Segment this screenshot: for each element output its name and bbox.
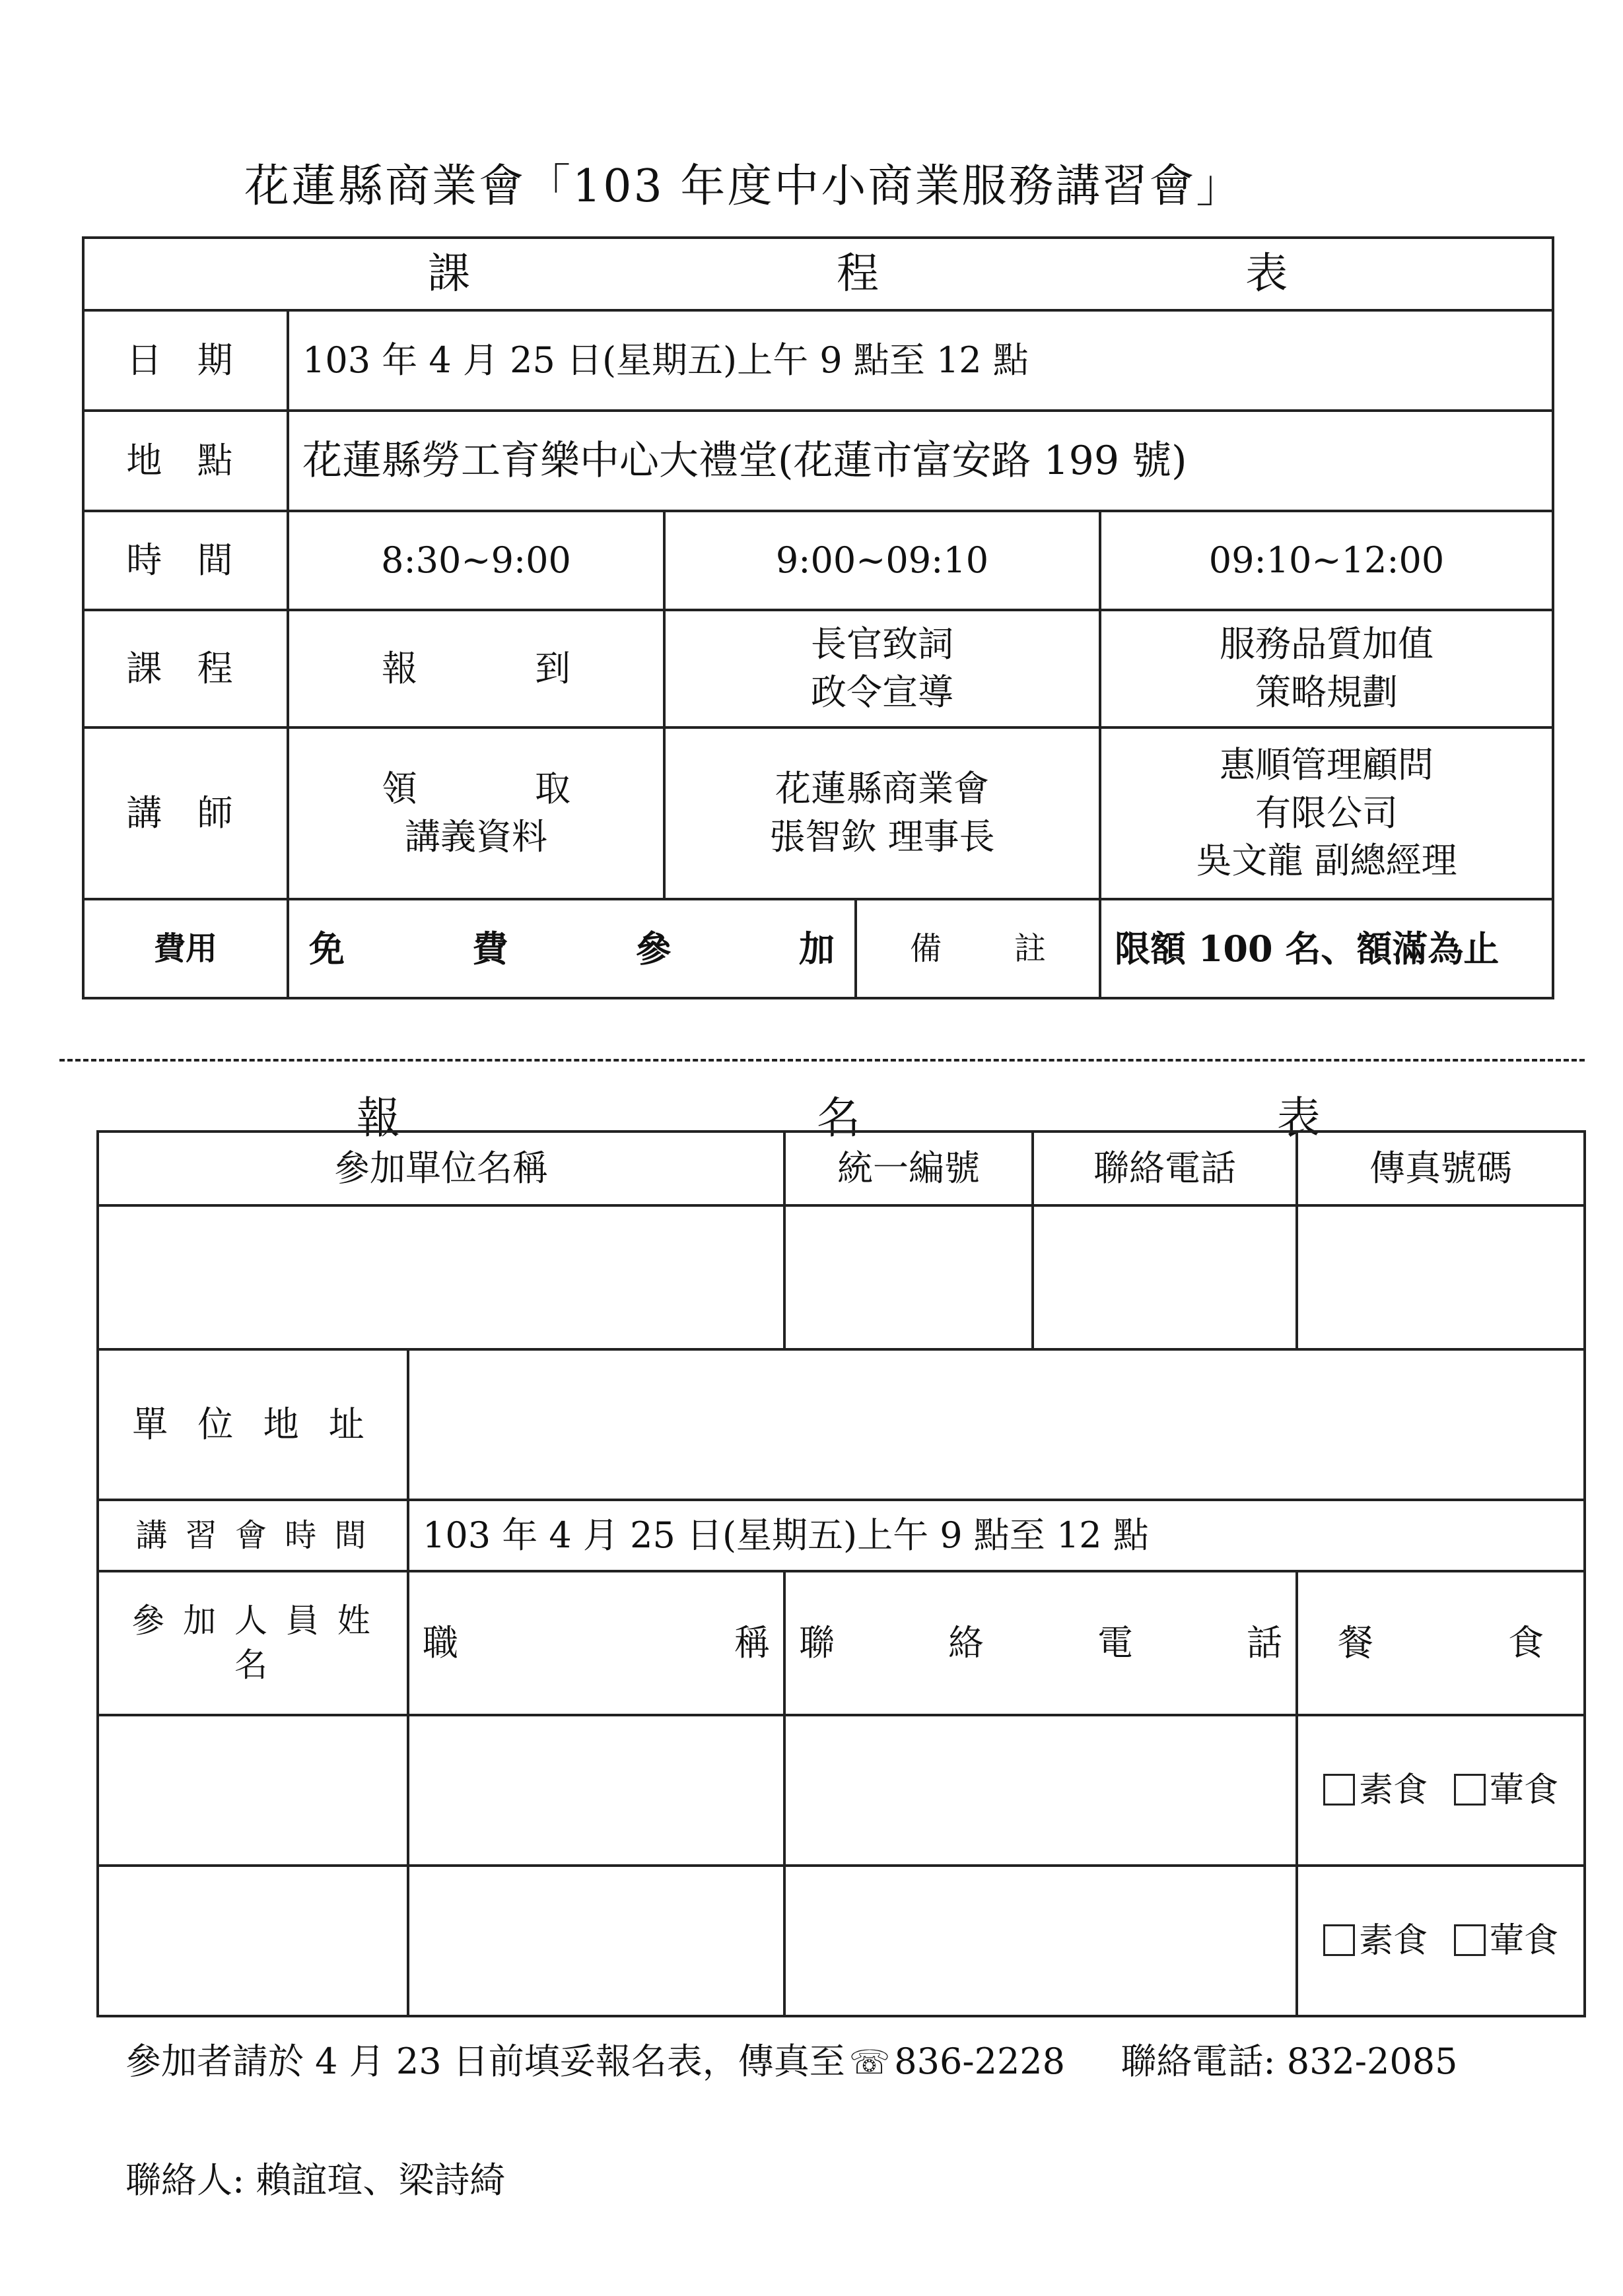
address-field[interactable] [408,1349,1585,1500]
fax-instruction: 參加者請於 4 月 23 日前填妥報名表，傳真至 ☏ 836-2228 聯絡電話: 832-2085 [125,2041,1458,2082]
org-name-field[interactable] [98,1205,784,1349]
note-label: 備 註 [856,899,1100,998]
contact-phone-label: 聯 絡 電 話 [784,1571,1297,1715]
meat-option[interactable]: 葷食 [1454,1767,1558,1813]
time-slot-3: 09:10~12:00 [1100,511,1553,610]
fax-header: 傳真號碼 [1297,1131,1585,1205]
schedule-heading: 課 程 表 [83,238,1553,310]
place-value: 花蓮縣勞工育樂中心大禮堂(花蓮市富安路 199 號) [288,411,1553,511]
note-value: 限額 100 名、額滿為止 [1100,899,1553,998]
course-checkin: 報 到 [288,610,664,727]
time-slot-1: 8:30~9:00 [288,511,664,610]
meat-option[interactable]: 葷食 [1454,1918,1558,1964]
org-name-header: 參加單位名稱 [98,1131,784,1205]
meal-choice [1297,1866,1585,2016]
telephone-icon: ☏ [848,2043,891,2081]
registration-table [96,1130,1586,2017]
phone-header: 聯絡電話 [1033,1131,1297,1205]
course-main: 服務品質加值 策略規劃 [1100,610,1553,727]
checkbox-icon[interactable] [1454,1774,1486,1806]
page-title: 花蓮縣商業會「103 年度中小商業服務講習會」 [244,160,1243,213]
contact-phone-field[interactable] [784,1715,1297,1866]
fax-field[interactable] [1297,1205,1585,1349]
phone-field[interactable] [1033,1205,1297,1349]
tax-id-field[interactable] [784,1205,1033,1349]
checkbox-icon[interactable] [1323,1924,1355,1956]
cut-line-divider [59,1059,1585,1062]
session-time-label: 講 習 會 時 間 [98,1500,408,1571]
job-title-label: 職 稱 [408,1571,784,1715]
attendee-name-field[interactable] [98,1715,408,1866]
place-label: 地 點 [83,411,288,511]
vegetarian-option[interactable]: 素食 [1323,1767,1428,1813]
checkbox-icon[interactable] [1323,1774,1355,1806]
meal-label: 餐 食 [1297,1571,1585,1715]
checkbox-icon[interactable] [1454,1924,1486,1956]
contact-phone-field[interactable] [784,1866,1297,2016]
course-opening: 長官致詞 政令宣導 [664,610,1100,727]
session-time-value: 103 年 4 月 25 日(星期五)上午 9 點至 12 點 [408,1500,1585,1571]
vegetarian-option[interactable]: 素食 [1323,1918,1428,1964]
attendee-name-label: 參 加 人 員 姓 名 [98,1571,408,1715]
job-title-field[interactable] [408,1866,784,2016]
course-label: 課 程 [83,610,288,727]
registration-heading: 報 名 表 [357,1093,1321,1143]
speaker-handout: 領 取 講義資料 [288,727,664,899]
time-slot-2: 9:00~09:10 [664,511,1100,610]
address-label: 單 位 地 址 [98,1349,408,1500]
attendee-name-field[interactable] [98,1866,408,2016]
time-label: 時 間 [83,511,288,610]
fee-label: 費用 [83,899,288,998]
job-title-field[interactable] [408,1715,784,1866]
tax-id-header: 統一編號 [784,1131,1033,1205]
speaker-label: 講 師 [83,727,288,899]
fee-value: 免 費 參 加 [288,899,856,998]
contact-persons: 聯絡人: 賴誼瑄、梁詩綺 [125,2159,506,2201]
date-value: 103 年 4 月 25 日(星期五)上午 9 點至 12 點 [288,310,1553,411]
meal-choice [1297,1715,1585,1866]
date-label: 日 期 [83,310,288,411]
speaker-consultant: 惠順管理顧問 有限公司 吳文龍 副總經理 [1100,727,1553,899]
course-schedule-table [82,236,1554,999]
speaker-chairman: 花蓮縣商業會 張智欽 理事長 [664,727,1100,899]
